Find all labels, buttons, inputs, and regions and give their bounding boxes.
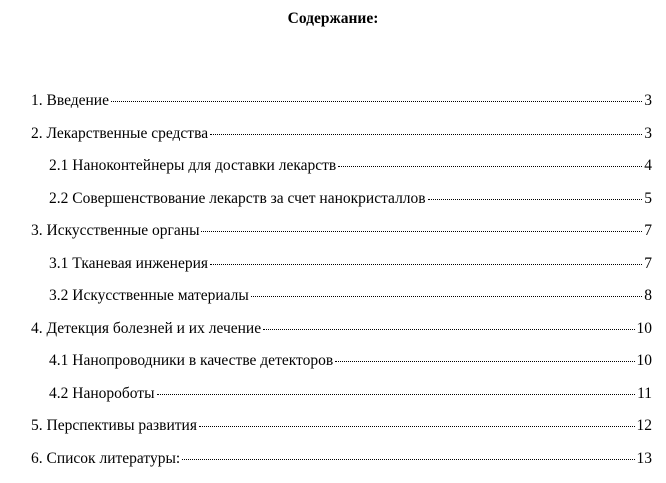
toc-entry-page: 4: [644, 157, 652, 174]
dot-leader: [201, 230, 642, 232]
toc-entry-label: 2. Лекарственные средства: [31, 124, 209, 142]
toc-entry-label: 2.1 Наноконтейнеры для доставки лекарств: [49, 157, 337, 174]
dot-leader: [210, 263, 642, 265]
dot-leader: [251, 295, 642, 297]
toc-entry[interactable]: [31, 221, 652, 254]
toc-entry-label: 4.2 Нанороботы: [49, 384, 155, 402]
toc-entry-label: 3. Искусственные органы: [31, 222, 200, 239]
toc-entry[interactable]: [31, 449, 652, 482]
toc-entry-label: 2.2 Совершенствование лекарств за счет нанокристаллов: [49, 189, 426, 207]
toc-entry[interactable]: [31, 286, 652, 319]
toc-entry-label: 3.2 Искусственные материалы: [49, 287, 249, 304]
toc-entry-page: 7: [644, 254, 652, 272]
toc-entry-page: 3: [644, 124, 652, 142]
dot-leader: [182, 458, 634, 460]
toc-entry-page: 11: [637, 384, 652, 402]
toc-entry[interactable]: [31, 124, 652, 157]
dot-leader: [263, 328, 634, 330]
toc-entry[interactable]: [31, 384, 652, 417]
toc-entry-page: 3: [644, 92, 652, 109]
dot-leader: [338, 165, 642, 167]
toc-entry-page: 10: [636, 319, 652, 337]
toc-entry[interactable]: [31, 189, 652, 222]
toc-entry-label: 6. Список литературы:: [31, 449, 181, 467]
dot-leader: [111, 100, 642, 102]
toc-entry-page: 5: [644, 189, 652, 207]
toc-entry[interactable]: [31, 156, 652, 189]
toc-entry-page: 12: [636, 417, 652, 434]
toc-entry-label: 5. Перспективы развития: [31, 417, 197, 434]
dot-leader: [199, 425, 635, 427]
toc-title: Содержание:: [287, 10, 379, 27]
toc-entry-label: 4.1 Нанопроводники в качестве детекторов: [49, 352, 334, 369]
toc-entry[interactable]: [31, 91, 652, 124]
table-of-contents: [31, 91, 652, 481]
toc-entry[interactable]: [31, 319, 652, 352]
dot-leader: [335, 360, 634, 362]
toc-entry[interactable]: [31, 254, 652, 287]
toc-entry-page: 10: [636, 352, 652, 369]
toc-entry-label: 3.1 Тканевая инженерия: [49, 254, 209, 272]
toc-entry-page: 8: [644, 287, 652, 304]
toc-entry[interactable]: [31, 416, 652, 449]
toc-entry-page: 13: [636, 449, 652, 467]
toc-entry-label: 1. Введение: [31, 92, 109, 109]
toc-entry-page: 7: [644, 222, 652, 239]
dot-leader: [210, 133, 642, 135]
toc-entry-label: 4. Детекция болезней и их лечение: [31, 319, 262, 337]
dot-leader: [428, 198, 643, 200]
dot-leader: [157, 393, 636, 395]
toc-entry[interactable]: [31, 351, 652, 384]
